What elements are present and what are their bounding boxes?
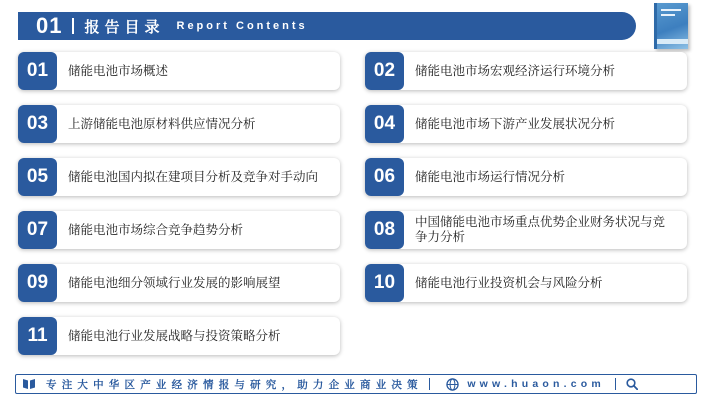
header-divider — [72, 18, 74, 34]
chapter-title: 储能电池行业发展战略与投资策略分析 — [68, 328, 281, 343]
cover-decoration — [661, 14, 675, 16]
chapter-card-06[interactable] — [365, 158, 687, 196]
chapter-number-badge: 04 — [365, 105, 404, 143]
section-header — [18, 12, 636, 40]
chapter-number-badge: 03 — [18, 105, 57, 143]
section-title-en: Report Contents — [176, 20, 308, 32]
chapter-title: 储能电池市场宏观经济运行环境分析 — [415, 63, 616, 78]
section-number: 01 — [36, 13, 63, 38]
chapter-number-badge: 11 — [18, 317, 57, 355]
section-title-cn: 报告目录 — [84, 18, 165, 36]
cover-decoration — [657, 39, 688, 44]
chapter-title: 储能电池细分领域行业发展的影响展望 — [68, 275, 281, 290]
chapter-number-badge: 08 — [365, 211, 404, 249]
chapter-card-02[interactable] — [365, 52, 687, 90]
chapter-title: 储能电池市场运行情况分析 — [415, 169, 566, 184]
chapter-card-10[interactable] — [365, 264, 687, 302]
globe-icon — [446, 378, 459, 391]
chapter-card-05[interactable] — [18, 158, 340, 196]
chapter-number-badge: 02 — [365, 52, 404, 90]
chapter-number-badge: 09 — [18, 264, 57, 302]
chapter-number-badge: 01 — [18, 52, 57, 90]
footer-divider — [429, 378, 431, 390]
chapter-title: 中国储能电池市场重点优势企业财务状况与竞争力分析 — [415, 215, 666, 244]
chapter-card-08[interactable] — [365, 211, 687, 249]
chapter-card-01[interactable] — [18, 52, 340, 90]
footer-divider — [615, 378, 617, 390]
chapter-number-badge: 05 — [18, 158, 57, 196]
chapter-card-04[interactable] — [365, 105, 687, 143]
chapter-card-03[interactable] — [18, 105, 340, 143]
chapter-card-07[interactable] — [18, 211, 340, 249]
chapter-number-badge: 07 — [18, 211, 57, 249]
cover-decoration — [661, 9, 681, 11]
chapter-card-11[interactable] — [18, 317, 340, 355]
search-icon[interactable] — [626, 378, 638, 390]
book-icon — [22, 378, 36, 390]
chapter-title: 储能电池市场综合竞争趋势分析 — [68, 222, 244, 237]
footer-bar — [15, 374, 697, 394]
chapter-card-09[interactable] — [18, 264, 340, 302]
chapter-title: 储能电池行业投资机会与风险分析 — [415, 275, 603, 290]
chapter-title: 储能电池国内拟在建项目分析及竞争对手动向 — [68, 169, 319, 184]
chapter-number-badge: 06 — [365, 158, 404, 196]
chapter-title: 上游储能电池原材料供应情况分析 — [68, 116, 256, 131]
chapter-number-badge: 10 — [365, 264, 404, 302]
footer-slogan: 专注大中华区产业经济情报与研究，助力企业商业决策 — [46, 378, 423, 391]
chapter-title: 储能电池市场概述 — [68, 63, 169, 78]
chapter-title: 储能电池市场下游产业发展状况分析 — [415, 116, 616, 131]
report-cover-thumbnail — [654, 3, 688, 49]
website-link[interactable]: www.huaon.com — [467, 378, 605, 390]
